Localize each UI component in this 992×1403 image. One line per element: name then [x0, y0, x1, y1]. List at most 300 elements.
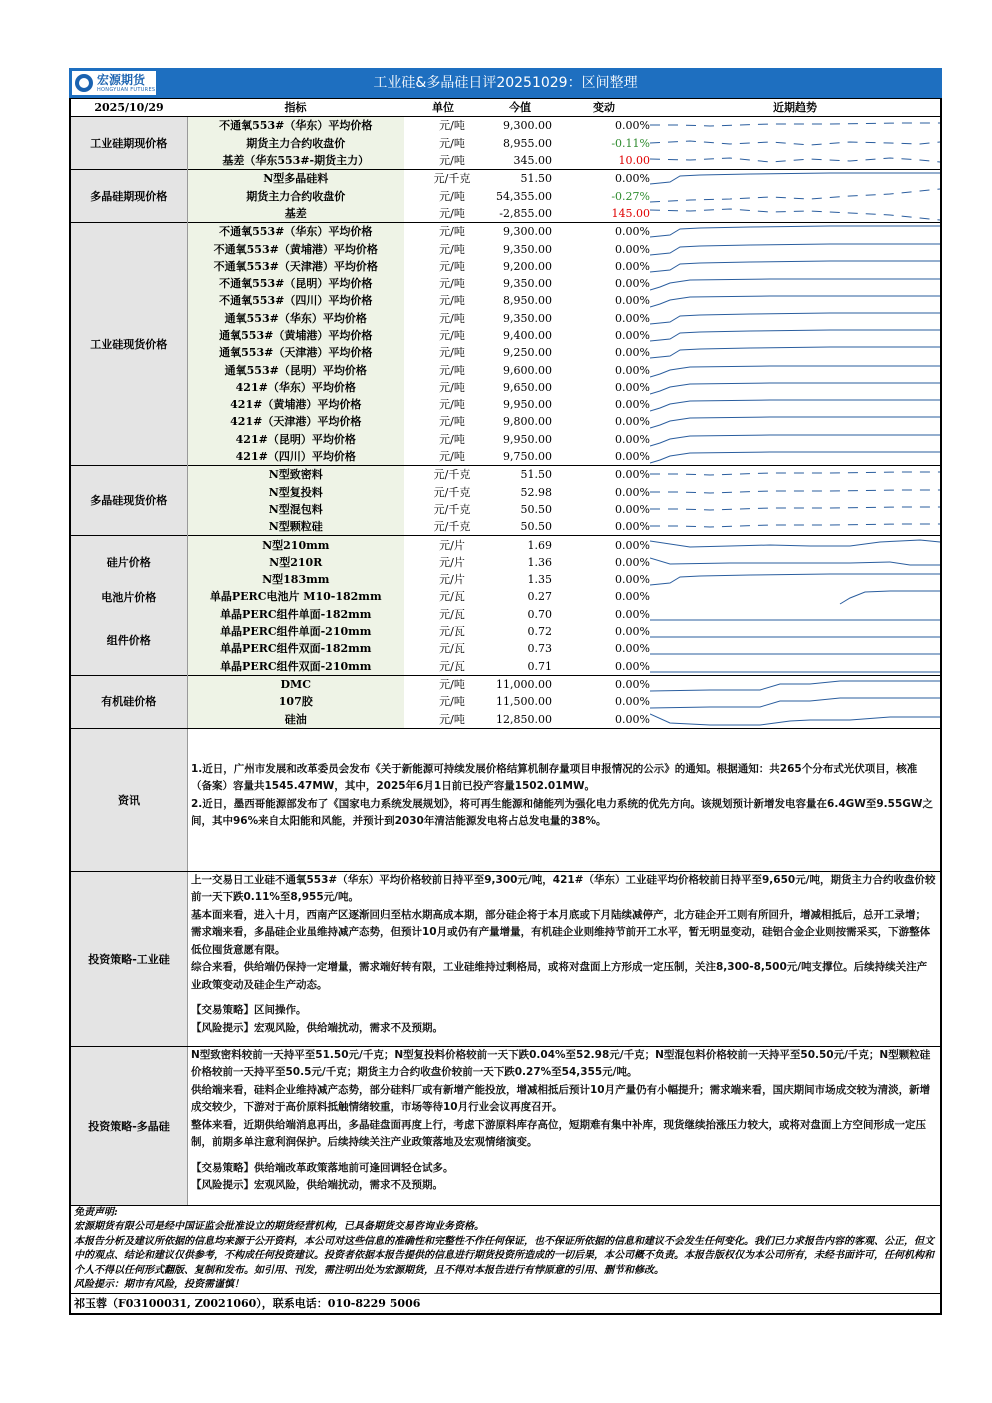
value-cell: 0.72 — [527, 625, 552, 639]
unit-cell: 元/片 — [404, 536, 482, 554]
trend-cell — [650, 205, 940, 223]
disclaimer-line-3: 风险提示：期市有风险，投资需谨慎！ — [74, 1279, 244, 1291]
trend-line — [650, 435, 940, 446]
unit-cell: 元/瓦 — [439, 607, 465, 621]
table-row — [71, 310, 940, 327]
value-cell: 9,600.00 — [503, 363, 552, 377]
unit-cell: 元/吨 — [439, 415, 465, 429]
table-row — [71, 379, 940, 396]
indicator-name: 通氧553#（华东）平均价格 — [187, 310, 404, 327]
disclaimer-line-2: 本报告分析及建议所依据的信息均来源于公开资料，本公司对这些信息的准确性和完整性不作任何保证，也不保证所依据的信息和建议不会发生任何变化。我们已力求报告内容的客观、公正，但文中的观点、结论和建议仅供参考，不构成任何投资建议。投资者依据本报告提供的信息进行期货投资所造成的一切后果，本公司概不负责。本报告版权仅为本公司所有，未经书面许可，任何机构和个人不得以任何形式翻版、复制和发布。如引用、刊发，需注明出处为宏源期货，且不得对本报告进行有悖原意的引用、删节和修改。 — [74, 1235, 934, 1276]
indicator-name: 107胶 — [187, 693, 404, 710]
table-row — [71, 117, 940, 135]
trend-cell — [650, 117, 940, 135]
table-row — [71, 466, 940, 484]
news-item-2: 2.近日，墨西哥能源部发布了《国家电力系统发展规划》，将可再生能源和储能列为强化电力系统的优先方向。该规划预计新增发电容量在6.4GW至9.55GW之间，其中96%来自太阳能和风能，并预计到2030年清洁能源发电将占总发电量的38%。 — [191, 797, 933, 828]
trend-line — [650, 279, 940, 290]
table-row — [71, 623, 940, 640]
indicator-name: 单晶PERC电池片 M10-182mm — [187, 588, 404, 605]
trend-sparkline — [650, 135, 940, 152]
table-row — [71, 518, 940, 536]
unit-cell: 元/吨 — [439, 398, 465, 412]
trend-line — [650, 209, 940, 220]
change-cell: 0.00% — [615, 485, 650, 499]
trend-sparkline — [650, 537, 940, 554]
trend-cell — [650, 658, 940, 676]
change-cell: 0.00% — [615, 259, 650, 273]
trend-cell — [650, 135, 940, 152]
value-cell: 9,750.00 — [503, 450, 552, 464]
indicator-name: 421#（天津港）平均价格 — [187, 413, 404, 430]
group-label: 工业硅现货价格 — [71, 223, 187, 466]
value-cell: 11,000.00 — [482, 675, 558, 693]
trend-line — [650, 141, 940, 145]
trend-cell — [650, 554, 940, 571]
indicator-name: 421#（四川）平均价格 — [187, 448, 404, 466]
group-label — [71, 536, 187, 675]
indicator-name: 421#（华东）平均价格 — [187, 379, 404, 396]
trend-sparkline — [650, 640, 940, 657]
unit-cell: 元/片 — [439, 555, 465, 569]
trend-cell — [650, 606, 940, 623]
trend-cell — [650, 292, 940, 309]
value-cell: 9,650.00 — [503, 380, 552, 394]
strategy-si-body — [188, 872, 940, 1046]
indicator-name: 期货主力合约收盘价 — [187, 187, 404, 204]
trend-sparkline — [650, 588, 940, 605]
trend-cell — [650, 152, 940, 170]
news-body — [188, 729, 940, 871]
table-row — [71, 448, 940, 466]
value-cell: 0.73 — [527, 642, 552, 656]
unit-cell: 元/吨 — [439, 189, 465, 203]
change-cell: -0.11% — [611, 136, 650, 150]
change-cell: 0.00% — [615, 329, 650, 342]
value-cell: 0.71 — [527, 659, 552, 673]
unit-cell: 元/吨 — [439, 363, 465, 377]
strategy-si-fundamental: 基本面来看，进入十月，西南产区逐渐回归至枯水期高成本期，部分硅企将于本月底或下月陆续减停产，北方硅企开工则有所回升，增减相抵后，总开工录增；需求端来看，多晶硅企业虽维持减产态势，但预计10月或仍有产量增量，有机硅企业则维持节前开工水平，暂无明显变动，硅铝合金企业则按需采买，下游整体低位囤货意愿有限。 — [191, 908, 931, 956]
table-row — [71, 240, 940, 257]
unit-cell: 元/千克 — [433, 485, 471, 499]
trend-line — [650, 313, 940, 324]
trend-cell — [650, 536, 940, 554]
indicator-name: 硅油 — [187, 710, 404, 727]
value-cell: 9,300.00 — [482, 223, 558, 241]
trend-line — [650, 681, 940, 691]
change-cell: 0.00% — [615, 294, 650, 308]
change-cell: 0.00% — [558, 675, 650, 693]
change-cell: 0.00% — [615, 573, 650, 587]
trend-sparkline — [650, 571, 940, 588]
group-label: 多晶硅期现价格 — [71, 170, 187, 223]
trend-cell — [650, 379, 940, 396]
unit-cell: 元/千克 — [433, 502, 471, 516]
value-cell: 11,500.00 — [496, 695, 552, 709]
change-cell: 0.00% — [615, 642, 650, 656]
table-row — [71, 693, 940, 710]
unit-cell: 元/吨 — [439, 346, 465, 360]
report-header — [69, 68, 942, 98]
change-cell: 0.00% — [615, 380, 650, 394]
trend-line — [650, 507, 940, 510]
unit-cell: 元/吨 — [439, 380, 465, 394]
table-row — [71, 396, 940, 413]
change-cell: 0.00% — [615, 363, 650, 377]
indicator-name: 基差（华东553#-期货主力） — [187, 152, 404, 170]
trend-line — [650, 261, 940, 272]
change-cell: 0.00% — [615, 659, 650, 673]
table-row — [71, 344, 940, 361]
indicator-name: 基差 — [187, 205, 404, 223]
table-row — [71, 588, 940, 605]
unit-cell: 元/吨 — [404, 117, 482, 135]
trend-sparkline — [650, 711, 940, 728]
indicator-name: 不通氧553#（四川）平均价格 — [187, 292, 404, 309]
report-frame — [69, 98, 942, 1315]
trend-cell — [650, 170, 940, 188]
unit-cell: 元/吨 — [439, 259, 465, 273]
change-cell: 0.00% — [615, 398, 650, 412]
trend-sparkline — [650, 501, 940, 518]
change-cell: 0.00% — [615, 625, 650, 639]
unit-cell: 元/瓦 — [439, 625, 465, 639]
value-cell: 0.27 — [527, 590, 552, 604]
change-cell: 0.00% — [615, 415, 650, 429]
value-cell: 51.50 — [482, 466, 558, 484]
value-cell: 8,955.00 — [503, 136, 552, 150]
value-cell: 12,850.00 — [496, 712, 552, 726]
change-cell: 0.00% — [615, 432, 650, 446]
trend-sparkline — [650, 431, 940, 448]
trend-cell — [650, 310, 940, 327]
trend-line — [650, 366, 940, 377]
unit-cell: 元/吨 — [404, 223, 482, 241]
value-cell: 8,950.00 — [503, 294, 552, 308]
trend-line — [650, 189, 940, 202]
trend-sparkline — [650, 362, 940, 379]
trend-sparkline — [650, 676, 940, 693]
indicator-name: 单晶PERC组件单面-210mm — [187, 623, 404, 640]
table-row — [71, 640, 940, 657]
trend-cell — [650, 413, 940, 430]
indicator-name: 421#（昆明）平均价格 — [187, 431, 404, 448]
indicator-name: N型复投料 — [187, 484, 404, 501]
trend-cell — [650, 431, 940, 448]
trend-header: 近期趋势 — [650, 99, 940, 117]
change-cell: 0.00% — [615, 277, 650, 291]
sub-group-label: 组件价格 — [106, 634, 151, 648]
trend-sparkline — [650, 258, 940, 275]
unit-cell: 元/瓦 — [439, 590, 465, 604]
indicator-name: 单晶PERC组件双面-210mm — [187, 658, 404, 676]
change-cell: -0.27% — [611, 189, 650, 203]
change-cell: 145.00 — [611, 206, 650, 220]
table-row — [71, 205, 940, 223]
trend-cell — [650, 640, 940, 657]
unit-cell: 元/吨 — [439, 311, 465, 325]
trend-sparkline — [650, 693, 940, 710]
trend-line — [650, 400, 940, 411]
change-cell: 0.00% — [615, 502, 650, 516]
indicator-name: N型多晶硅料 — [187, 170, 404, 188]
value-cell: 1.69 — [482, 536, 558, 554]
trend-cell — [650, 588, 940, 605]
trend-sparkline — [650, 484, 940, 501]
strategy-poly-trade: 【交易策略】供给端改革政策落地前可逢回调轻仓试多。 — [191, 1161, 454, 1174]
trend-sparkline — [650, 170, 940, 187]
indicator-name: N型210mm — [187, 536, 404, 554]
trend-line — [840, 591, 940, 604]
table-row — [71, 223, 940, 241]
trend-cell — [650, 484, 940, 501]
trend-line — [650, 330, 940, 341]
indicator-name: N型致密料 — [187, 466, 404, 484]
unit-cell: 元/吨 — [439, 712, 465, 726]
change-cell: 0.00% — [615, 555, 650, 569]
value-cell: 9,300.00 — [482, 117, 558, 135]
table-row — [71, 675, 940, 693]
unit-cell: 元/瓦 — [439, 642, 465, 656]
value-cell: 9,800.00 — [503, 415, 552, 429]
trend-line — [650, 524, 940, 527]
strategy-poly-risk: 【风险提示】宏观风险，供给端扰动，需求不及预期。 — [191, 1179, 443, 1192]
analyst-contact: 祁玉蓉（F03100031, Z0021060），联系电话：010-8229 5006 — [71, 1293, 940, 1313]
change-cell: 0.00% — [558, 223, 650, 241]
trend-sparkline — [650, 205, 940, 222]
strategy-poly-price: N型致密料较前一天持平至51.50元/千克；N型复投料价格较前一天下跌0.04%至52.98元/千克；N型混包料价格较前一天持平至50.50元/千克；N型颗粒硅价格较前一天持平至50.5元/千克；期货主力合约收盘价较前一天下跌0.27%至54,355元/吨。 — [191, 1048, 931, 1079]
trend-line — [650, 574, 940, 585]
table-row — [71, 187, 940, 204]
table-row — [71, 571, 940, 588]
logo-name-cn: 宏源期货 — [97, 72, 146, 87]
logo-name-en: HONGYUAN FUTURES — [97, 86, 156, 93]
trend-cell — [650, 361, 940, 378]
value-cell: 345.00 — [513, 154, 552, 168]
change-header: 变动 — [558, 99, 650, 117]
trend-line — [650, 123, 940, 126]
trend-sparkline — [650, 117, 940, 134]
change-cell: 0.00% — [615, 346, 650, 360]
news-section — [71, 728, 940, 871]
trend-sparkline — [650, 275, 940, 292]
trend-line — [650, 452, 940, 463]
table-header-row — [71, 99, 940, 117]
trend-line — [650, 417, 940, 428]
indicator-name: 单晶PERC组件单面-182mm — [187, 606, 404, 623]
unit-cell: 元/千克 — [404, 466, 482, 484]
value-cell: 52.98 — [520, 485, 552, 499]
change-cell: 0.00% — [558, 117, 650, 135]
group-label: 工业硅期现价格 — [71, 117, 187, 170]
sub-group-label: 硅片价格 — [106, 556, 151, 570]
table-row — [71, 327, 940, 344]
table-row — [71, 135, 940, 152]
trend-sparkline — [650, 152, 940, 169]
table-row — [71, 258, 940, 275]
trend-cell — [650, 710, 940, 727]
trend-cell — [650, 327, 940, 344]
change-cell: 0.00% — [615, 450, 650, 464]
trend-sparkline — [650, 241, 940, 258]
trend-cell — [650, 275, 940, 292]
value-cell: 9,350.00 — [503, 311, 552, 325]
strategy-poly-supply: 供给端来看，硅料企业维持减产态势，部分硅料厂或有新增产能投放，增减相抵后预计10月产量仍有小幅提升；需求端来看，国庆期间市场成交较为清淡，新增成交较少，下游对于高价原料抵触情绪较重，市场等待10月行业会议再度召开。 — [191, 1083, 931, 1114]
trend-sparkline — [650, 310, 940, 327]
report-sheet — [69, 68, 942, 1315]
trend-line — [650, 472, 940, 475]
indicator-name: 通氧553#（昆明）平均价格 — [187, 361, 404, 378]
table-row — [71, 361, 940, 378]
group-label: 多晶硅现货价格 — [71, 466, 187, 536]
trend-sparkline — [650, 223, 940, 240]
trend-cell — [650, 187, 940, 204]
unit-cell: 元/千克 — [404, 170, 482, 188]
trend-line — [650, 173, 940, 184]
sub-group-label: 电池片价格 — [101, 591, 157, 605]
strategy-si-label: 投资策略-工业硅 — [71, 872, 188, 1046]
trend-cell — [650, 466, 940, 484]
value-cell: 9,950.00 — [503, 398, 552, 412]
trend-cell — [650, 258, 940, 275]
strategy-poly-label: 投资策略-多晶硅 — [71, 1047, 188, 1205]
value-cell: 1.36 — [527, 555, 552, 569]
unit-cell: 元/吨 — [439, 242, 465, 256]
table-row — [71, 606, 940, 623]
indicator-name: 单晶PERC组件双面-182mm — [187, 640, 404, 657]
trend-sparkline — [650, 606, 940, 623]
trend-line — [650, 558, 940, 565]
disclaimer-line-1: 宏源期货有限公司是经中国证监会批准设立的期货经营机构，已具备期货交易咨询业务资格。 — [74, 1221, 484, 1233]
table-row — [71, 292, 940, 309]
table-row — [71, 431, 940, 448]
strategy-poly-body — [188, 1047, 940, 1205]
disclaimer — [71, 1205, 940, 1293]
price-table — [71, 99, 940, 728]
indicator-name: 通氧553#（黄埔港）平均价格 — [187, 327, 404, 344]
change-cell: 0.00% — [558, 536, 650, 554]
unit-cell: 元/千克 — [433, 520, 471, 534]
unit-cell: 元/吨 — [439, 154, 465, 168]
indicator-name: N型颗粒硅 — [187, 518, 404, 536]
indicator-name: 期货主力合约收盘价 — [187, 135, 404, 152]
value-cell: 0.70 — [527, 607, 552, 621]
change-cell: 0.00% — [615, 590, 650, 604]
indicator-name: 不通氧553#（黄埔港）平均价格 — [187, 240, 404, 257]
indicator-name: DMC — [187, 675, 404, 693]
value-cell: 9,400.00 — [503, 329, 552, 342]
change-cell: 0.00% — [615, 520, 650, 534]
table-row — [71, 170, 940, 188]
change-cell: 0.00% — [558, 170, 650, 188]
trend-line — [650, 714, 940, 725]
unit-cell: 元/吨 — [439, 432, 465, 446]
change-cell: 10.00 — [618, 154, 650, 168]
trend-cell — [650, 623, 940, 640]
trend-sparkline — [650, 658, 940, 675]
indicator-name: N型210R — [187, 554, 404, 571]
strategy-si-trade: 【交易策略】区间操作。 — [191, 1004, 307, 1017]
trend-line — [650, 540, 940, 547]
trend-line — [650, 158, 940, 162]
today-header: 今值 — [482, 99, 558, 117]
trend-sparkline — [650, 188, 940, 205]
unit-cell: 元/吨 — [439, 136, 465, 150]
strategy-si-price: 上一交易日工业硅不通氧553#（华东）平均价格较前日持平至9,300元/吨，421#（华东）工业硅平均价格较前日持平至9,650元/吨，期货主力合约收盘价较前一天下跌0.11%至8,955元/吨。 — [191, 873, 936, 904]
table-row — [71, 536, 940, 554]
unit-cell: 元/吨 — [404, 675, 482, 693]
indicator-name: N型混包料 — [187, 501, 404, 518]
group-label: 有机硅价格 — [71, 675, 187, 727]
value-cell: 9,350.00 — [503, 277, 552, 291]
value-cell: 50.50 — [520, 502, 552, 516]
strategy-si-section — [71, 871, 940, 1046]
trend-cell — [650, 240, 940, 257]
trend-sparkline — [650, 466, 940, 483]
news-item-1: 1.近日，广州市发展和改革委员会发布《关于新能源可持续发展价格结算机制存量项目申报情况的公示》的通知。根据通知：共265个分布式光伏项目，核准（备案）容量共1545.47MW，其中，2025年6月1日前已投产容量1502.01MW。 — [191, 762, 918, 793]
value-cell: 51.50 — [482, 170, 558, 188]
trend-cell — [650, 501, 940, 518]
table-row — [71, 501, 940, 518]
change-cell: 0.00% — [615, 607, 650, 621]
table-row — [71, 710, 940, 727]
unit-cell: 元/吨 — [439, 450, 465, 464]
indicator-name: 不通氧553#（昆明）平均价格 — [187, 275, 404, 292]
news-label: 资讯 — [71, 729, 188, 871]
table-row — [71, 413, 940, 430]
unit-cell: 元/吨 — [439, 695, 465, 709]
trend-line — [650, 698, 940, 708]
trend-line — [650, 226, 940, 237]
change-cell: 0.00% — [615, 695, 650, 709]
trend-cell — [650, 223, 940, 241]
trend-cell — [650, 396, 940, 413]
indicator-name: 通氧553#（天津港）平均价格 — [187, 344, 404, 361]
indicator-header: 指标 — [187, 99, 404, 117]
table-row — [71, 484, 940, 501]
trend-sparkline — [650, 448, 940, 465]
trend-line — [650, 490, 940, 493]
table-row — [71, 275, 940, 292]
value-cell: 9,950.00 — [503, 432, 552, 446]
trend-sparkline — [650, 518, 940, 535]
date-header: 2025/10/29 — [71, 99, 187, 117]
strategy-poly-summary: 整体来看，近期供给端消息再出，多晶硅盘面再度上行，考虑下游原料库存高位，短期难有集中补库，现货继续抬涨压力较大，或将对盘面上方空间形成一定压制，前期多单注意利润保护。后续持续关注产业政策落地及宏观情绪演变。 — [191, 1118, 926, 1149]
value-cell: -2,855.00 — [499, 206, 552, 220]
table-row — [71, 152, 940, 170]
trend-sparkline — [650, 623, 940, 640]
change-cell: 0.00% — [615, 242, 650, 256]
trend-cell — [650, 693, 940, 710]
trend-sparkline — [650, 327, 940, 344]
value-cell: 50.50 — [520, 520, 552, 534]
unit-cell: 元/瓦 — [439, 659, 465, 673]
change-cell: 0.00% — [615, 311, 650, 325]
strategy-si-risk: 【风险提示】宏观风险，供给端扰动，需求不及预期。 — [191, 1021, 443, 1034]
unit-cell: 元/片 — [439, 573, 465, 587]
value-cell: 1.35 — [527, 573, 552, 587]
unit-cell: 元/吨 — [439, 294, 465, 308]
unit-header: 单位 — [404, 99, 482, 117]
trend-cell — [650, 571, 940, 588]
trend-line — [650, 383, 940, 394]
trend-line — [650, 296, 940, 307]
indicator-name: 不通氧553#（华东）平均价格 — [187, 117, 404, 135]
trend-cell — [650, 344, 940, 361]
table-row — [71, 658, 940, 676]
trend-sparkline — [650, 396, 940, 413]
unit-cell: 元/吨 — [439, 277, 465, 291]
indicator-name: N型183mm — [187, 571, 404, 588]
